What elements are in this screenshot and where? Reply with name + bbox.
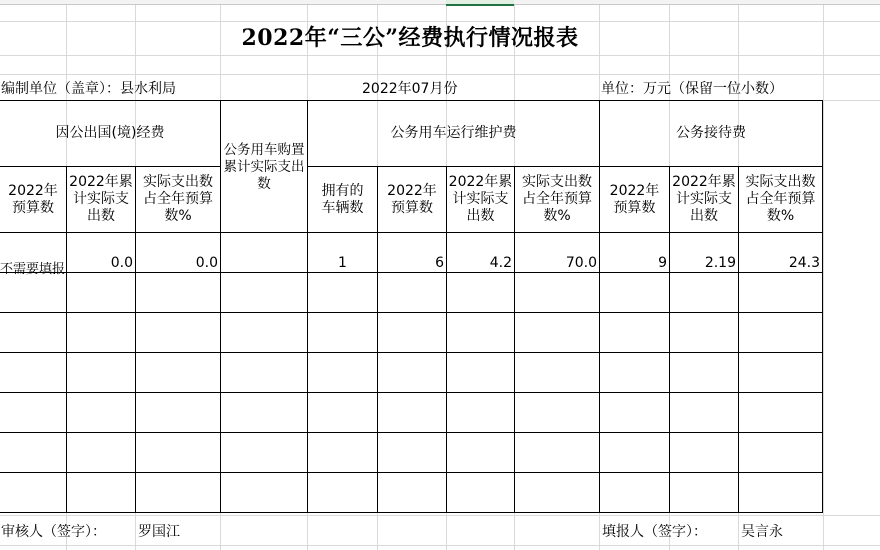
header-abroad-budget[interactable]: 2022年预算数: [8, 182, 58, 216]
reviewer-label: 审核人（签字）：: [1, 524, 106, 540]
reviewer-name[interactable]: 罗国江: [138, 524, 180, 540]
group-header-reception[interactable]: 公务接待费: [676, 125, 746, 141]
header-reception-ratio[interactable]: 实际支出数占全年预算数%: [745, 174, 816, 224]
column-header-strip[interactable]: [0, 0, 880, 5]
header-vehicles[interactable]: 拥有的车辆数: [321, 182, 364, 216]
cell-reception-cumulative[interactable]: 2.19: [704, 255, 736, 271]
group-header-car-purchase[interactable]: 公务用车购置累计实际支出数: [223, 141, 305, 192]
cell-reception-ratio[interactable]: 24.3: [788, 255, 820, 271]
cell-vehicles[interactable]: 1: [338, 255, 347, 271]
group-header-abroad[interactable]: 因公出国(境)经费: [55, 125, 165, 141]
group-header-car-maintenance[interactable]: 公务用车运行维护费: [390, 125, 517, 141]
cell-car-cumulative[interactable]: 4.2: [489, 255, 512, 271]
header-reception-cumulative[interactable]: 2022年累计实际支出数: [672, 174, 736, 224]
cell-abroad-budget[interactable]: 不需要填报: [0, 262, 66, 277]
header-car-budget[interactable]: 2022年预算数: [387, 182, 437, 216]
header-reception-budget[interactable]: 2022年预算数: [609, 182, 660, 216]
cell-car-budget[interactable]: 6: [435, 255, 444, 271]
cell-reception-budget[interactable]: 9: [658, 255, 667, 271]
cell-abroad-cumulative[interactable]: 0.0: [110, 255, 133, 271]
header-abroad-ratio[interactable]: 实际支出数占全年预算数%: [143, 174, 213, 224]
cell-abroad-ratio[interactable]: 0.0: [195, 255, 218, 271]
selected-column-header[interactable]: [446, 0, 514, 6]
sheet-title: 2022年“三公”经费执行情况报表: [241, 25, 579, 51]
filler-label: 填报人（签字）：: [602, 524, 707, 540]
filler-name[interactable]: 吴言永: [741, 524, 783, 540]
cell-car-ratio[interactable]: 70.0: [565, 255, 597, 271]
unit-org-label: 编制单位（盖章）：县水利局: [1, 81, 176, 97]
header-car-ratio[interactable]: 实际支出数占全年预算数%: [522, 174, 592, 224]
header-abroad-cumulative[interactable]: 2022年累计实际支出数: [69, 174, 133, 224]
period-label: 2022年07月份: [362, 81, 458, 97]
header-car-cumulative[interactable]: 2022年累计实际支出数: [448, 174, 513, 224]
unit-label: 单位：万元（保留一位小数）: [601, 81, 783, 97]
